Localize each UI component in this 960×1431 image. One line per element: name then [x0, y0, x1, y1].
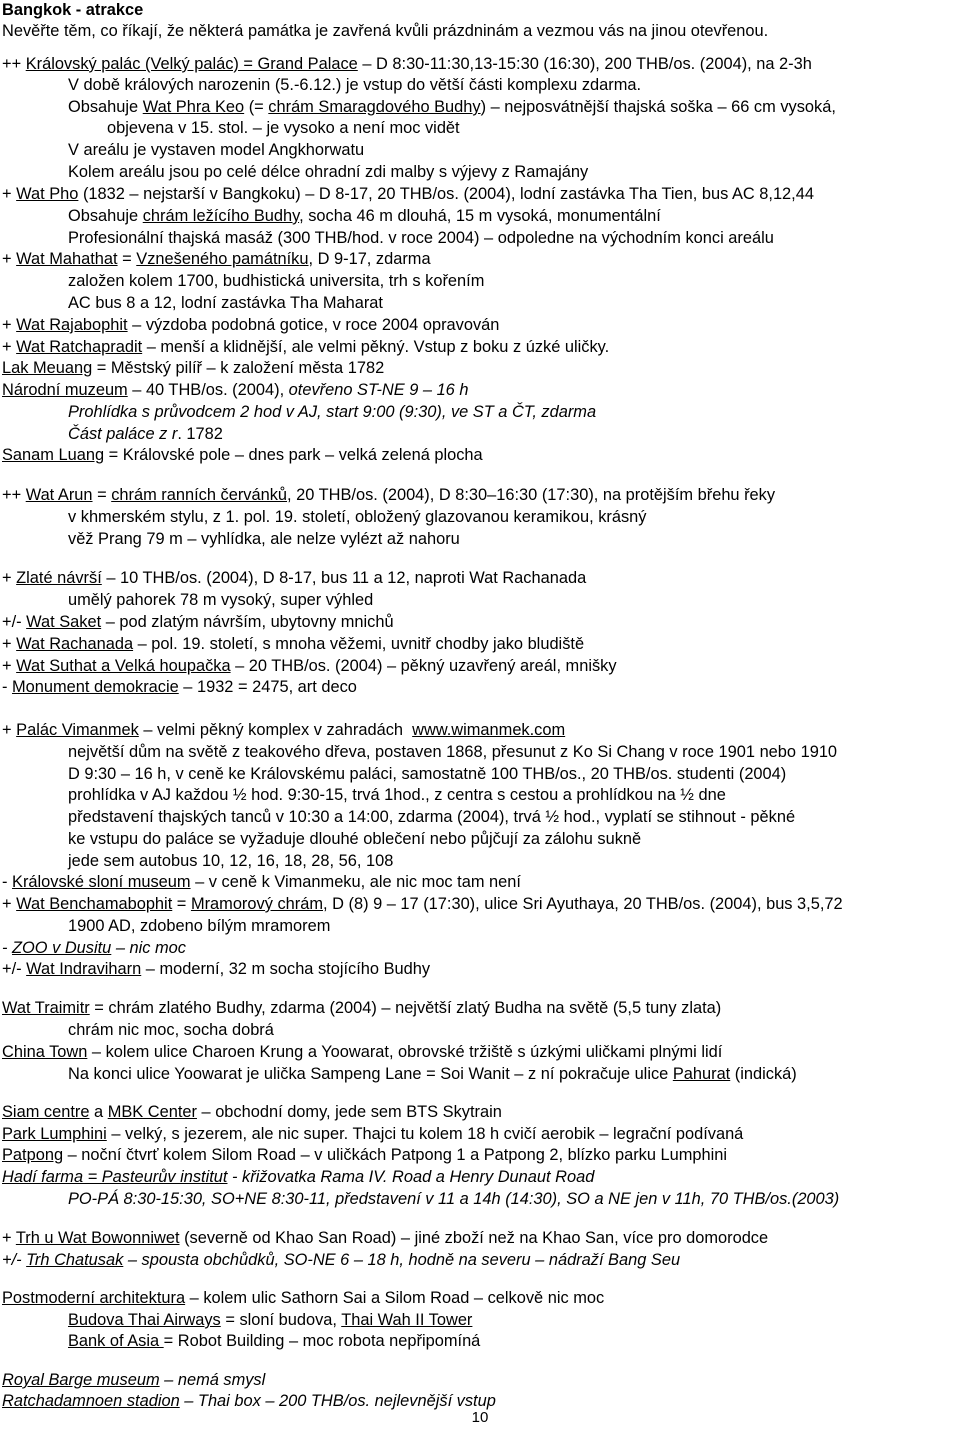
- text-line: [2, 872, 521, 893]
- text-segment: = sloní budova,: [220, 1311, 342, 1329]
- text-segment: – D 8:30-11:30,13-15:30 (16:30), 200 THB/os. (2004), na 2-3h: [357, 55, 812, 73]
- text-line: [68, 97, 836, 118]
- underlined-place-name: Wat Rajabophit: [16, 316, 128, 334]
- underlined-place-name: Wat Saket: [26, 613, 102, 631]
- underlined-place-name: Siam centre: [2, 1103, 90, 1121]
- underlined-place-name: Pahurat: [672, 1065, 731, 1083]
- text-line: [68, 271, 484, 292]
- underlined-place-name: Patpong: [2, 1146, 64, 1164]
- underlined-place-name: Národní muzeum: [2, 381, 128, 399]
- text-segment: -: [2, 873, 13, 891]
- underlined-place-name: Wat Pho: [16, 185, 79, 203]
- text-segment: +: [2, 316, 17, 334]
- text-line: [2, 21, 768, 42]
- underlined-place-name: Hadí farma = Pasteurův institut: [2, 1168, 228, 1186]
- text-line: [68, 75, 641, 96]
- text-segment: =: [172, 895, 191, 913]
- underlined-place-name: Wat Benchamabophit: [16, 895, 173, 913]
- text-segment: – nic moc: [111, 939, 186, 957]
- text-segment: (1832 – nejstarší v Bangkoku) – D 8-17, 20 THB/os. (2004), lodní zastávka Tha Tien, bus AC 8,12,44: [78, 185, 814, 203]
- text-segment: ke vstupu do paláce se vyžaduje dlouhé oblečení nebo půjčují za zálohu sukně: [68, 830, 642, 848]
- page-number: 10: [471, 1409, 489, 1426]
- text-line: [2, 1042, 722, 1063]
- text-line: [68, 916, 330, 937]
- text-segment: +/-: [2, 1251, 27, 1269]
- text-segment: +: [2, 185, 17, 203]
- text-segment: – kolem ulice Charoen Krung a Yoowarat, obrovské tržiště s úzkými uličkami plnými lidí: [87, 1043, 723, 1061]
- text-segment: , 20 THB/os. (2004), D 8:30–16:30 (17:30), na protějším břehu řeky: [287, 486, 776, 504]
- text-line: [68, 424, 223, 445]
- text-line: [68, 1331, 480, 1352]
- underlined-place-name[interactable]: www.wimanmek.com: [412, 721, 566, 739]
- text-segment: Obsahuje: [68, 98, 143, 116]
- text-segment: +: [2, 635, 17, 653]
- text-segment: PO-PÁ 8:30-15:30, SO+NE 8:30-11, představení v 11 a 14h (14:30), SO a NE jen v 11h, 70 THB/os.(2003): [68, 1190, 840, 1208]
- text-segment: +: [2, 250, 17, 268]
- underlined-place-name: Wat Phra Keo: [142, 98, 245, 116]
- underlined-place-name: Královský palác (Velký palác) = Grand Palace: [25, 55, 358, 73]
- text-line: [68, 807, 795, 828]
- text-line: [2, 959, 430, 980]
- underlined-place-name: Sanam Luang: [2, 446, 105, 464]
- text-segment: – noční čtvrť kolem Silom Road – v uličkách Patpong 1 a Patpong 2, blízko parku Lumphini: [63, 1146, 728, 1164]
- text-line: [2, 184, 814, 205]
- text-segment: založen kolem 1700, budhistická universita, trh s kořením: [68, 272, 485, 290]
- text-line: [68, 1189, 839, 1210]
- underlined-place-name: Trh u Wat Bowonniwet: [15, 1229, 180, 1247]
- text-segment: prohlídka v AJ každou ½ hod. 9:30-15, trvá 1hod., z centra s cestou a prohlídkou na ½ dne: [68, 786, 726, 804]
- text-line: [68, 829, 641, 850]
- underlined-place-name: Wat Ratchapradit: [16, 338, 143, 356]
- text-line: [68, 1310, 472, 1331]
- underlined-place-name: chrám Smaragdového Budhy: [268, 98, 481, 116]
- text-segment: - křižovatka Rama IV. Road a Henry Dunaut Road: [227, 1168, 595, 1186]
- text-line: [2, 485, 775, 506]
- text-line: [68, 293, 383, 314]
- text-line: [68, 590, 373, 611]
- underlined-place-name: Wat Suthat a Velká houpačka: [16, 657, 231, 675]
- underlined-place-name: chrám ranních červánků: [111, 486, 288, 504]
- text-segment: (indická): [730, 1065, 797, 1083]
- text-segment: – pol. 19. století, s mnoha věžemi, uvnitř chodby jako bludiště: [133, 635, 585, 653]
- underlined-place-name: Vznešeného památníku: [136, 250, 309, 268]
- text-segment: -: [2, 678, 13, 696]
- underlined-place-name: Park Lumphini: [2, 1125, 107, 1143]
- text-segment: +: [2, 1229, 16, 1247]
- text-line: [2, 720, 565, 741]
- underlined-place-name: Mramorový chrám: [190, 895, 323, 913]
- underlined-place-name: China Town: [2, 1043, 88, 1061]
- text-line: [2, 380, 468, 401]
- text-line: [2, 1370, 265, 1391]
- text-segment: = Robot Building – moc robota nepřipomíná: [163, 1332, 481, 1350]
- text-segment: – obchodní domy, jede sem BTS Skytrain: [196, 1103, 502, 1121]
- underlined-place-name: MBK Center: [107, 1103, 197, 1121]
- text-segment: +/-: [2, 613, 27, 631]
- text-segment: otevřeno ST-NE 9 – 16 h: [288, 381, 469, 399]
- text-segment: – 1932 = 2475, art deco: [178, 678, 357, 696]
- text-segment: +: [2, 721, 17, 739]
- text-segment: Profesionální thajská masáž (300 THB/hod. v roce 2004) – odpoledne na východním konci areálu: [68, 229, 774, 247]
- underlined-place-name: ZOO v Dusitu: [12, 939, 112, 957]
- text-segment: – v ceně k Vimanmeku, ale nic moc tam není: [190, 873, 521, 891]
- underlined-place-name: Lak Meuang: [2, 359, 93, 377]
- text-segment: – moderní, 32 m socha stojícího Budhy: [141, 960, 431, 978]
- underlined-place-name: Wat Mahathat: [16, 250, 118, 268]
- text-segment: – velký, s jezerem, ale nic super. Thajci tu kolem 18 h cvičí aerobik – legrační podívaná: [106, 1125, 744, 1143]
- underlined-place-name: Palác Vimanmek: [16, 721, 139, 739]
- text-segment: Prohlídka s průvodcem 2 hod v AJ, start 9:00 (9:30), ve ST a ČT, zdarma: [68, 403, 597, 421]
- text-line: [68, 206, 661, 227]
- text-segment: = chrám zlatého Budhy, zdarma (2004) – největší zlatý Budha na světě (5,5 tuny zlata): [89, 999, 722, 1017]
- text-segment: – spousta obchůdků, SO-NE 6 – 18 h, hodně na severu – nádraží Bang Seu: [123, 1251, 681, 1269]
- text-segment: +: [2, 657, 17, 675]
- text-line: [68, 228, 774, 249]
- text-segment: – 10 THB/os. (2004), D 8-17, bus 11 a 12, naproti Wat Rachanada: [101, 569, 587, 587]
- underlined-place-name: Zlaté návrší: [16, 569, 102, 587]
- text-segment: (=: [244, 98, 269, 116]
- text-segment: = Královské pole – dnes park – velká zelená plocha: [104, 446, 483, 464]
- text-line: [2, 1102, 502, 1123]
- text-segment: – nemá smysl: [159, 1371, 266, 1389]
- text-segment: =: [117, 250, 137, 268]
- text-line: [2, 445, 483, 466]
- underlined-place-name: Monument demokracie: [12, 678, 179, 696]
- text-segment: a: [89, 1103, 108, 1121]
- underlined-place-name: Wat Rachanada: [16, 635, 134, 653]
- text-segment: ++: [2, 486, 26, 504]
- text-segment: – kolem ulic Sathorn Sai a Silom Road – celkově nic moc: [185, 1289, 605, 1307]
- text-segment: jede sem autobus 10, 12, 16, 18, 28, 56, 108: [68, 852, 394, 870]
- text-segment: – Thai box – 200 THB/os. nejlevnější vstup: [179, 1392, 496, 1410]
- text-line: [68, 764, 786, 785]
- text-line: [2, 612, 394, 633]
- underlined-place-name: Královské sloní museum: [12, 873, 191, 891]
- text-segment: -: [2, 939, 13, 957]
- text-line: [2, 358, 384, 379]
- text-line: [2, 634, 584, 655]
- text-line: [2, 1250, 680, 1271]
- text-segment: věž Prang 79 m – vyhlídka, ale nelze vylézt až nahoru: [68, 530, 460, 548]
- text-segment: Bangkok - atrakce: [2, 1, 144, 19]
- text-line: [68, 1020, 274, 1041]
- text-segment: – velmi pěkný komplex v zahradách: [138, 721, 413, 739]
- text-segment: D 9:30 – 16 h, v ceně ke Královskému paláci, samostatně 100 THB/os., 20 THB/os. studenti (2004): [68, 765, 787, 783]
- text-line: [2, 54, 812, 75]
- text-segment: 1900 AD, zdobeno bílým mramorem: [68, 917, 331, 935]
- text-segment: představení thajských tanců v 10:30 a 14:00, zdarma (2004), trvá ½ hod., vyplatí se stihnout - pěkné: [68, 808, 796, 826]
- text-line: [68, 162, 588, 183]
- text-line: [68, 402, 596, 423]
- text-segment: Nevěřte těm, co říkají, že některá památka je zavřená kvůli prázdninám a vezmou vás na jinou otevřenou.: [2, 22, 769, 40]
- text-line: [2, 1288, 604, 1309]
- text-line: [68, 140, 364, 161]
- text-segment: – 40 THB/os. (2004),: [127, 381, 289, 399]
- text-segment: +/-: [2, 960, 27, 978]
- text-line: [2, 337, 609, 358]
- text-segment: =: [92, 486, 112, 504]
- text-segment: – 20 THB/os. (2004) – pěkný uzavřený areál, mnišky: [230, 657, 617, 675]
- text-segment: (severně od Khao San Road) – jiné zboží než na Khao San, více pro domorodce: [179, 1229, 769, 1247]
- text-segment: v khmerském stylu, z 1. pol. 19. století, obložený glazovanou keramikou, krásný: [68, 508, 647, 526]
- text-line: [68, 529, 460, 550]
- text-segment: , socha 46 m dlouhá, 15 m vysoká, monumentální: [299, 207, 661, 225]
- text-segment: ) – nejposvátnější thajská soška – 66 cm vysoká,: [480, 98, 836, 116]
- underlined-place-name: Wat Indraviharn: [26, 960, 142, 978]
- underlined-place-name: Ratchadamnoen stadion: [2, 1392, 180, 1410]
- underlined-place-name: Wat Traimitr: [2, 999, 90, 1017]
- underlined-place-name: chrám ležícího Budhy: [142, 207, 300, 225]
- text-segment: AC bus 8 a 12, lodní zastávka Tha Maharat: [68, 294, 383, 312]
- text-line: [107, 118, 460, 139]
- text-line: [68, 507, 647, 528]
- text-segment: umělý pahorek 78 m vysoký, super výhled: [68, 591, 374, 609]
- text-segment: – výzdoba podobná gotice, v roce 2004 opravován: [127, 316, 500, 334]
- text-line: [2, 998, 721, 1019]
- text-line: [2, 894, 843, 915]
- underlined-place-name: Budova Thai Airways: [68, 1311, 221, 1329]
- text-segment: Na konci ulice Yoowarat je ulička Sampeng Lane = Soi Wanit – z ní pokračuje ulice: [68, 1065, 673, 1083]
- text-segment: – pod zlatým návrším, ubytovny mnichů: [101, 613, 394, 631]
- text-segment: +: [2, 895, 17, 913]
- text-segment: největší dům na světě z teakového dřeva, postaven 1868, přesunut z Ko Si Chang v roce 1901 nebo 1910: [68, 743, 838, 761]
- text-line: [68, 785, 726, 806]
- text-segment: V areálu je vystaven model Angkhorwatu: [68, 141, 365, 159]
- underlined-place-name: Royal Barge museum: [2, 1371, 160, 1389]
- underlined-place-name: Postmoderní architektura: [2, 1289, 186, 1307]
- text-segment: objevena v 15. stol. – je vysoko a není moc vidět: [107, 119, 460, 137]
- text-segment: = Městský pilíř – k založení města 1782: [92, 359, 385, 377]
- underlined-place-name: Trh Chatusak: [26, 1251, 124, 1269]
- text-line: [2, 1391, 496, 1412]
- text-line: [2, 1124, 743, 1145]
- text-line: [2, 938, 186, 959]
- underlined-place-name: Wat Arun: [25, 486, 93, 504]
- text-segment: +: [2, 569, 17, 587]
- text-line: [2, 656, 617, 677]
- text-segment: V době králových narozenin (5.-6.12.) je vstup do větší části komplexu zdarma.: [68, 76, 642, 94]
- underlined-place-name: Thai Wah II Tower: [341, 1311, 473, 1329]
- text-segment: chrám nic moc, socha dobrá: [68, 1021, 274, 1039]
- text-segment: . 1782: [177, 425, 223, 443]
- text-line: [2, 1228, 768, 1249]
- text-line: [68, 742, 837, 763]
- text-line: [2, 1167, 594, 1188]
- text-line: [68, 851, 393, 872]
- text-segment: ++: [2, 55, 26, 73]
- text-segment: , D 9-17, zdarma: [308, 250, 431, 268]
- text-segment: , D (8) 9 – 17 (17:30), ulice Sri Ayuthaya, 20 THB/os. (2004), bus 3,5,72: [323, 895, 843, 913]
- text-line: [2, 568, 586, 589]
- page-title: [2, 0, 143, 21]
- text-line: [2, 315, 499, 336]
- text-segment: Část paláce z r: [68, 425, 178, 443]
- underlined-place-name: Bank of Asia: [68, 1332, 164, 1350]
- text-line: [2, 1145, 727, 1166]
- text-segment: +: [2, 338, 17, 356]
- text-line: [2, 249, 431, 270]
- text-segment: – menší a klidnější, ale velmi pěkný. Vstup z boku z úzké uličky.: [142, 338, 610, 356]
- text-line: [2, 677, 357, 698]
- text-line: [68, 1064, 797, 1085]
- text-segment: Kolem areálu jsou po celé délce ohradní zdi malby s výjevy z Ramajány: [68, 163, 589, 181]
- text-segment: Obsahuje: [68, 207, 143, 225]
